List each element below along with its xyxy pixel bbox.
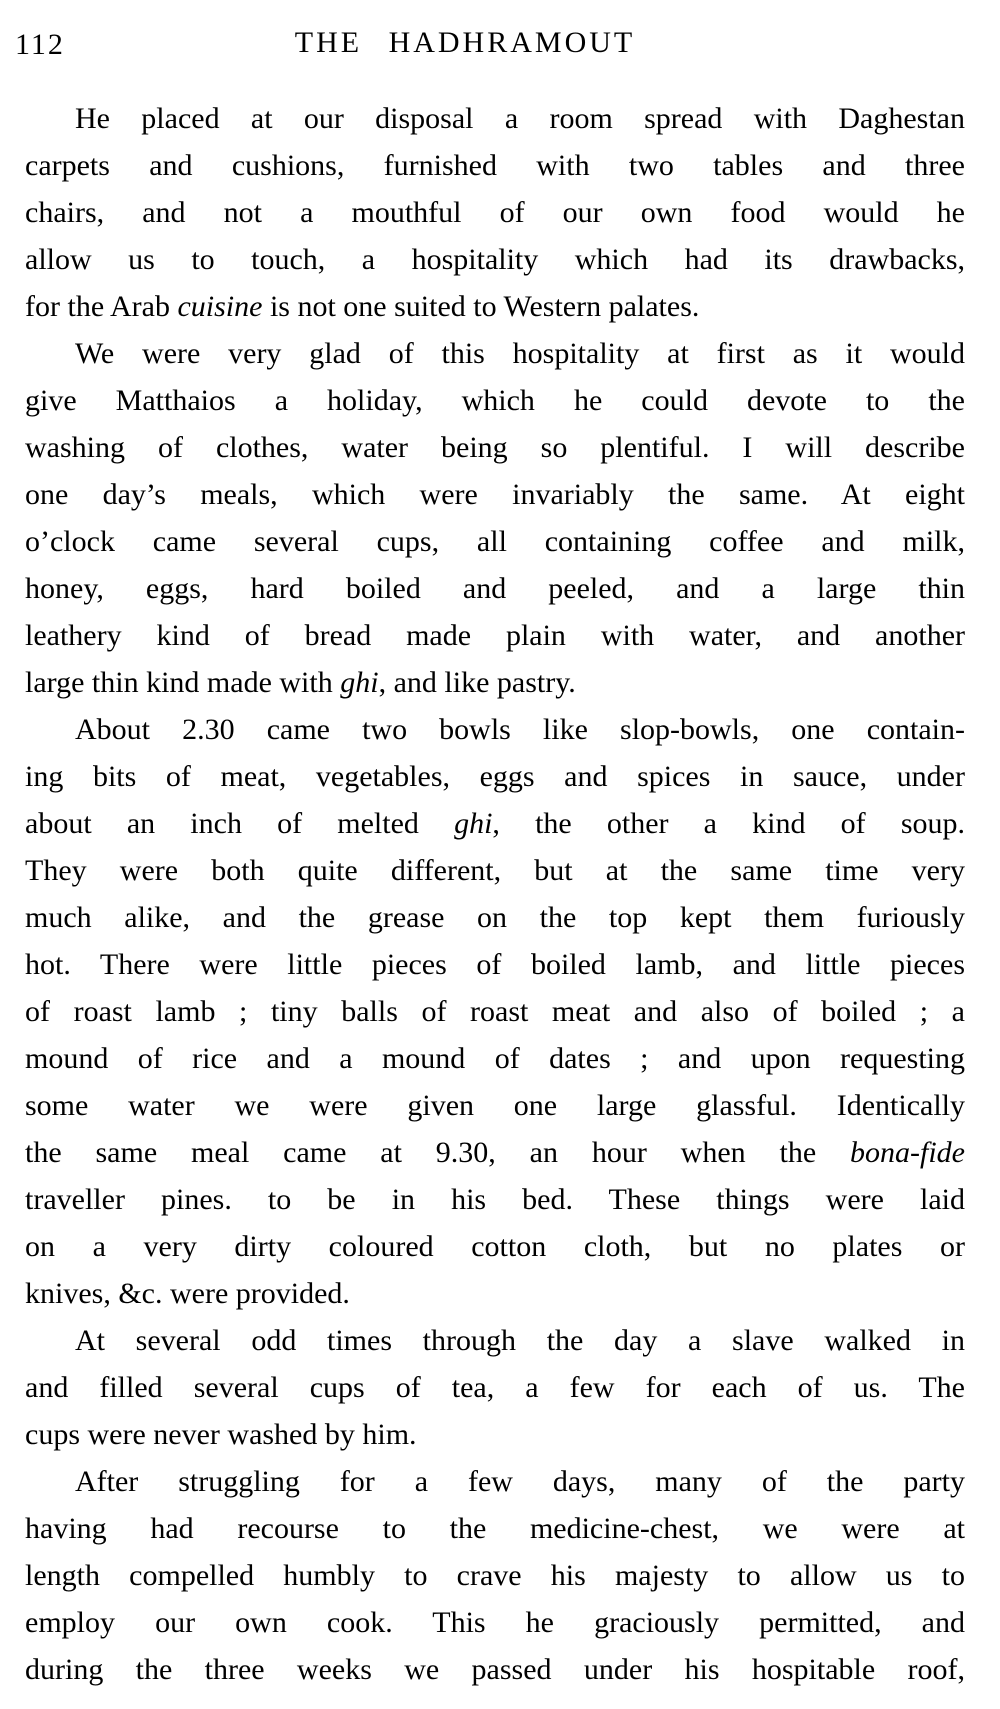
text-segment: honey, eggs, hard boiled and peeled, and a large thin xyxy=(25,572,965,605)
text-line xyxy=(25,612,965,659)
text-line xyxy=(25,330,965,377)
text-line xyxy=(25,894,965,941)
text-segment: give Matthaios a holiday, which he could devote to the xyxy=(25,384,965,417)
text-segment: of roast lamb ; tiny balls of roast meat and also of boiled ; a xyxy=(25,995,965,1028)
text-segment: mound of rice and a mound of dates ; and upon requesting xyxy=(25,1042,965,1075)
text-line xyxy=(25,1176,965,1223)
text-segment: o’clock came several cups, all containing coffee and milk, xyxy=(25,525,965,558)
text-line xyxy=(25,800,965,847)
text-line xyxy=(25,1411,965,1458)
running-title: THE HADHRAMOUT xyxy=(294,26,636,59)
text-line xyxy=(25,471,965,518)
text-segment: on a very dirty coloured cotton cloth, but no plates or xyxy=(25,1230,965,1263)
text-line xyxy=(25,1599,965,1646)
text-line xyxy=(25,706,965,753)
text-line xyxy=(25,1129,965,1176)
text-line xyxy=(25,753,965,800)
text-line xyxy=(25,1270,965,1317)
text-segment: employ our own cook. This he graciously permitted, and xyxy=(25,1606,965,1639)
text-segment: much alike, and the grease on the top kept them furiously xyxy=(25,901,965,934)
text-segment: About 2.30 came two bowls like slop-bowls, one contain- xyxy=(75,713,965,746)
text-line xyxy=(25,1505,965,1552)
text-line xyxy=(25,1364,965,1411)
page-number: 112 xyxy=(15,28,65,61)
text-segment: hot. There were little pieces of boiled lamb, and little pieces xyxy=(25,948,965,981)
text-line xyxy=(25,95,965,142)
text-line xyxy=(25,1223,965,1270)
text-line xyxy=(25,659,965,706)
text-segment: cups were never washed by him. xyxy=(25,1418,417,1451)
text-line xyxy=(25,847,965,894)
text-segment: during the three weeks we passed under his hospitable roof, xyxy=(25,1653,965,1686)
paragraph xyxy=(25,95,965,330)
text-segment: chairs, and not a mouthful of our own food would he xyxy=(25,196,965,229)
text-segment: is not one suited to Western palates. xyxy=(262,290,700,323)
text-segment: one day’s meals, which were invariably the same. At eight xyxy=(25,478,965,511)
text-segment: traveller pines. to be in his bed. These things were laid xyxy=(25,1183,965,1216)
text-segment: At several odd times through the day a slave walked in xyxy=(75,1324,965,1357)
text-line xyxy=(25,1458,965,1505)
text-line xyxy=(25,1035,965,1082)
text-segment: knives, &c. were provided. xyxy=(25,1277,350,1310)
text-segment: and filled several cups of tea, a few for each of us. The xyxy=(25,1371,965,1404)
text-line xyxy=(25,189,965,236)
text-segment: We were very glad of this hospitality at first as it would xyxy=(75,337,965,370)
text-line xyxy=(25,565,965,612)
italic-term: cuisine xyxy=(177,290,263,323)
text-segment: the same meal came at 9.30, an hour when the xyxy=(25,1136,851,1169)
text-line xyxy=(25,283,965,330)
text-segment: for the Arab xyxy=(25,290,178,323)
text-line xyxy=(25,941,965,988)
text-segment: about an inch of melted xyxy=(25,807,455,840)
paragraph xyxy=(25,1317,965,1458)
paragraph xyxy=(25,706,965,1317)
text-segment: , the other a kind of soup. xyxy=(492,807,965,840)
page-body xyxy=(25,95,965,1693)
text-segment: ing bits of meat, vegetables, eggs and spices in sauce, under xyxy=(25,760,965,793)
italic-term: ghi xyxy=(340,666,379,699)
text-line xyxy=(25,1317,965,1364)
text-segment: After struggling for a few days, many of the party xyxy=(75,1465,965,1498)
text-segment: allow us to touch, a hospitality which had its drawbacks, xyxy=(25,243,965,276)
page-header xyxy=(15,26,965,64)
text-line xyxy=(25,518,965,565)
text-segment: large thin kind made with xyxy=(25,666,341,699)
text-line xyxy=(25,142,965,189)
text-segment: leathery kind of bread made plain with water, and another xyxy=(25,619,965,652)
text-line xyxy=(25,1646,965,1693)
paragraph xyxy=(25,1458,965,1693)
italic-term: ghi xyxy=(454,807,493,840)
text-line xyxy=(25,377,965,424)
text-segment: washing of clothes, water being so plentiful. I will describe xyxy=(25,431,965,464)
italic-term: bona-fide xyxy=(850,1136,965,1169)
text-segment: carpets and cushions, furnished with two tables and three xyxy=(25,149,965,182)
text-segment: some water we were given one large glassful. Identically xyxy=(25,1089,965,1122)
text-segment: having had recourse to the medicine-chest, we were at xyxy=(25,1512,965,1545)
text-line xyxy=(25,1082,965,1129)
text-line xyxy=(25,1552,965,1599)
text-line xyxy=(25,424,965,471)
paragraph xyxy=(25,330,965,706)
text-segment: He placed at our disposal a room spread with Daghestan xyxy=(75,102,965,135)
text-segment: They were both quite different, but at the same time very xyxy=(25,854,965,887)
text-segment: length compelled humbly to crave his majesty to allow us to xyxy=(25,1559,965,1592)
text-segment: , and like pastry. xyxy=(378,666,576,699)
text-line xyxy=(25,236,965,283)
text-line xyxy=(25,988,965,1035)
